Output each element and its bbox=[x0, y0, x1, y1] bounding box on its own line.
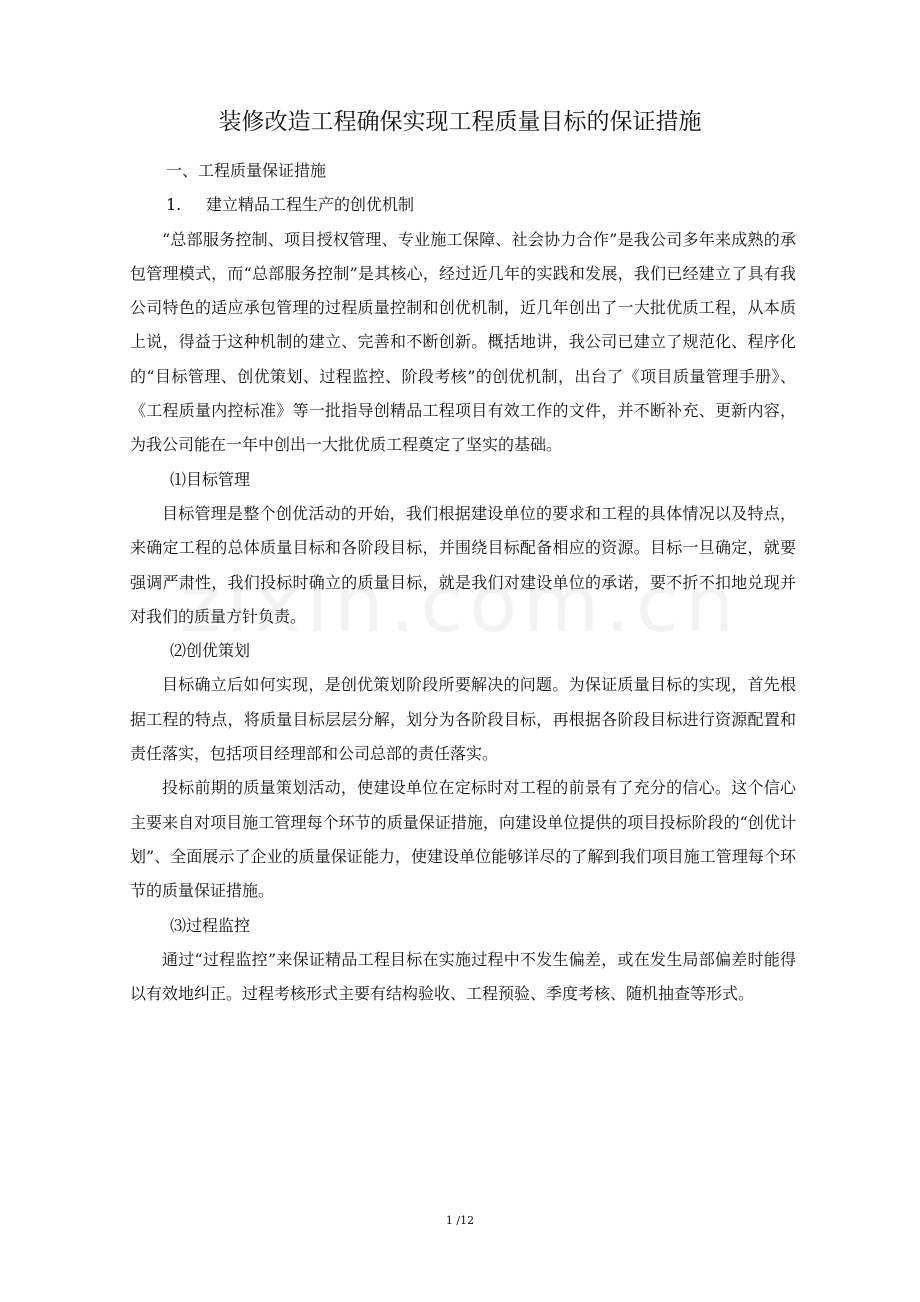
document-title: 装修改造工程确保实现工程质量目标的保证措施 bbox=[218, 109, 702, 135]
item-heading-process-monitoring: ⑶过程监控 bbox=[170, 915, 251, 935]
item-heading-goal-management: ⑴目标管理 bbox=[170, 469, 251, 489]
paragraph-excellence-planning-1: 目标确立后如何实现，是创优策划阶段所要解决的问题。为保证质量目标的实现，首先根据工程的特点，将质量目标层层分解，划分为各阶段目标，再根据各阶段目标进行资源配置和责任落实，包括项目经理部和公司总部的责任落实。 bbox=[130, 675, 796, 764]
page-number: 1 bbox=[445, 1214, 453, 1227]
intro-paragraph: “总部服务控制、项目授权管理、专业施工保障、社会协力合作”是我公司多年来成熟的承包管理模式，而“总部服务控制”是其核心，经过近几年的实践和发展，我们已经建立了具有我公司特色的适应承包管理的过程质量控制和创优机制，近几年创出了一大批优质工程，从本质上说，得益于这种机制的建立、完善和不断创新。概括地讲，我公司已建立了规范化、程序化的“目标管理、创优策划、过程监控、阶段考核”的创优机制，出台了《项目质量管理手册》、《工程质量内控标准》等一批指导创精品工程项目有效工作的文件，并不断补充、更新内容，为我公司能在一年中创出一大批优质工程奠定了坚实的基础。 bbox=[130, 229, 796, 455]
paragraph-process-monitoring: 通过“过程监控”来保证精品工程目标在实施过程中不发生偏差，或在发生局部偏差时能得以有效地纠正。过程考核形式主要有结构验收、工程预验、季度考核、随机抽查等形式。 bbox=[130, 949, 796, 1004]
subsection-title: 建立精品工程生产的创优机制 bbox=[206, 195, 415, 215]
page-total: /12 bbox=[456, 1214, 475, 1227]
page-footer bbox=[0, 1213, 920, 1229]
subsection-heading bbox=[130, 188, 796, 222]
section-heading: 一、工程质量保证措施 bbox=[166, 161, 327, 180]
document-body bbox=[130, 154, 796, 1011]
paragraph-goal-management: 目标管理是整个创优活动的开始，我们根据建设单位的要求和工程的具体情况以及特点，来确定工程的总体质量目标和各阶段目标，并围绕目标配备相应的资源。目标一旦确定，就要强调严肃性，我们投标时确立的质量目标，就是我们对建设单位的承诺，要不折不扣地兑现并对我们的质量方针负责。 bbox=[130, 503, 796, 626]
subsection-number: 1. bbox=[166, 195, 182, 215]
item-heading-excellence-planning: ⑵创优策划 bbox=[170, 641, 251, 661]
paragraph-excellence-planning-2: 投标前期的质量策划活动，使建设单位在定标时对工程的前景有了充分的信心。这个信心主要来自对项目施工管理每个环节的质量保证措施，向建设单位提供的项目投标阶段的“创优计划”、全面展示了企业的质量保证能力，使建设单位能够详尽的了解到我们项目施工管理每个环节的质量保证措施。 bbox=[130, 778, 796, 901]
